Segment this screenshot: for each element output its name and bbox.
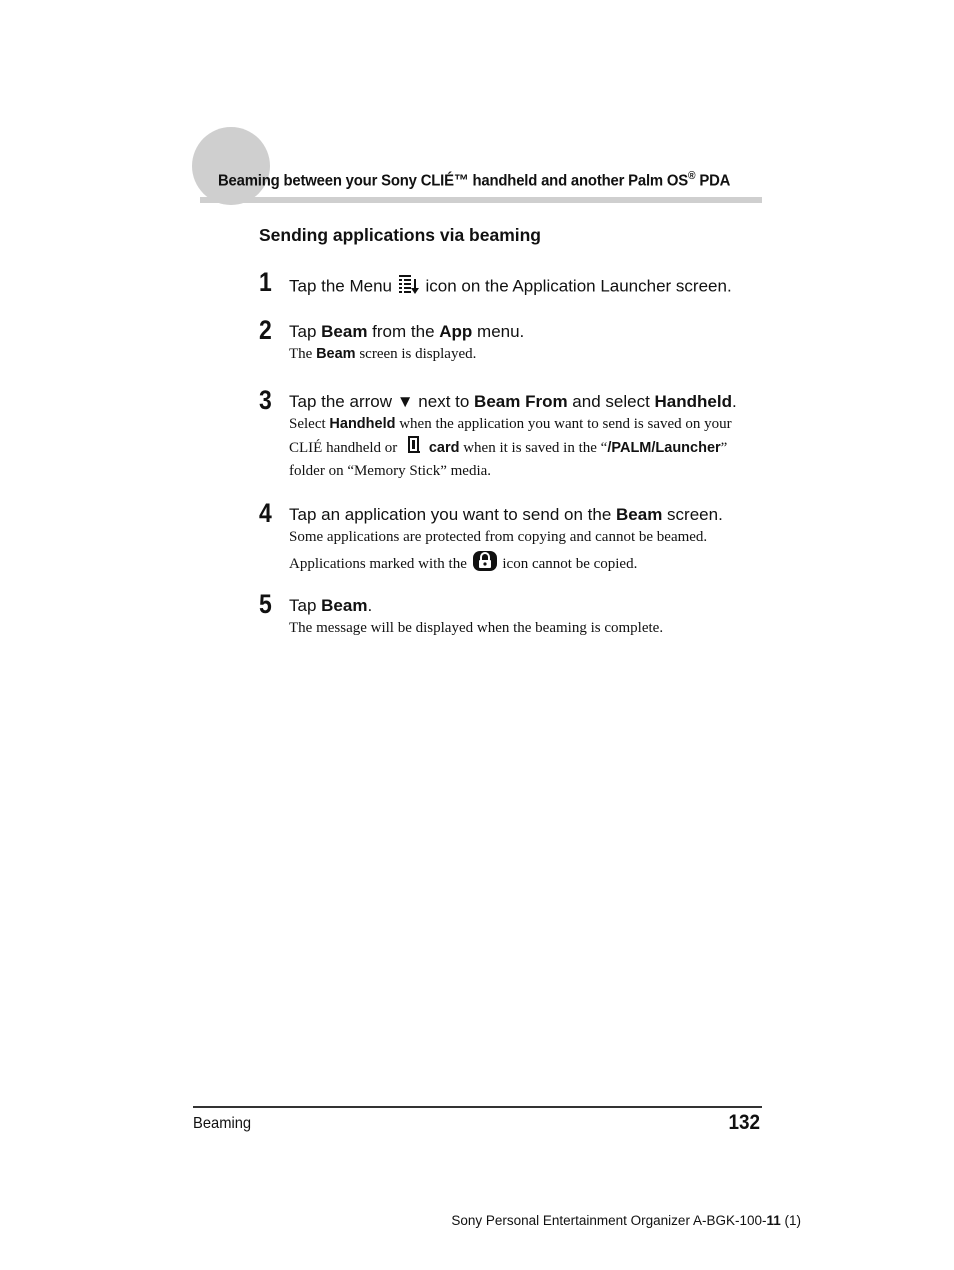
step-note: Some applications are protected from copying and cannot be beamed. Applications marked with the icon cannot be copied.	[289, 527, 769, 580]
header-rule	[200, 197, 762, 203]
step-instruction: Tap an application you want to send on the Beam screen.	[289, 505, 723, 524]
page-header-title: Beaming between your Sony CLIÉ™ handheld and another Palm OS® PDA	[218, 170, 731, 190]
lock-icon	[471, 549, 499, 581]
step-note: Select Handheld when the application you want to send is saved on your CLIÉ handheld or card when it is saved in the “/PALM/Launcher” folder on “Memory Stick” media.	[289, 416, 732, 479]
step-instruction: Tap Beam from the App menu.	[289, 322, 525, 341]
footer-rule	[193, 1106, 762, 1108]
step-number: 4	[259, 498, 272, 528]
chapter-circle-decoration	[192, 127, 270, 205]
document-id: Sony Personal Entertainment Organizer A-BGK-100-11 (1)	[451, 1213, 801, 1228]
down-arrow-icon: ▼	[396, 392, 414, 411]
section-title: Sending applications via beaming	[259, 225, 541, 245]
step-number: 2	[259, 315, 272, 345]
step-instruction: Tap the arrow ▼ next to Beam From and select Handheld.	[289, 392, 737, 411]
step-note: The message will be displayed when the beaming is complete.	[289, 620, 664, 636]
step-number: 5	[259, 589, 272, 619]
footer-section-name: Beaming	[193, 1115, 252, 1132]
step-note: The Beam screen is displayed.	[289, 346, 477, 362]
step-number: 3	[259, 385, 272, 415]
step-number: 1	[259, 267, 272, 297]
step-instruction: Tap Beam.	[289, 596, 373, 615]
memory-card-icon	[407, 436, 421, 462]
page-number: 132	[728, 1111, 760, 1134]
step-instruction: Tap the Menu icon on the Application Launcher screen.	[289, 273, 769, 301]
menu-icon	[397, 273, 421, 301]
